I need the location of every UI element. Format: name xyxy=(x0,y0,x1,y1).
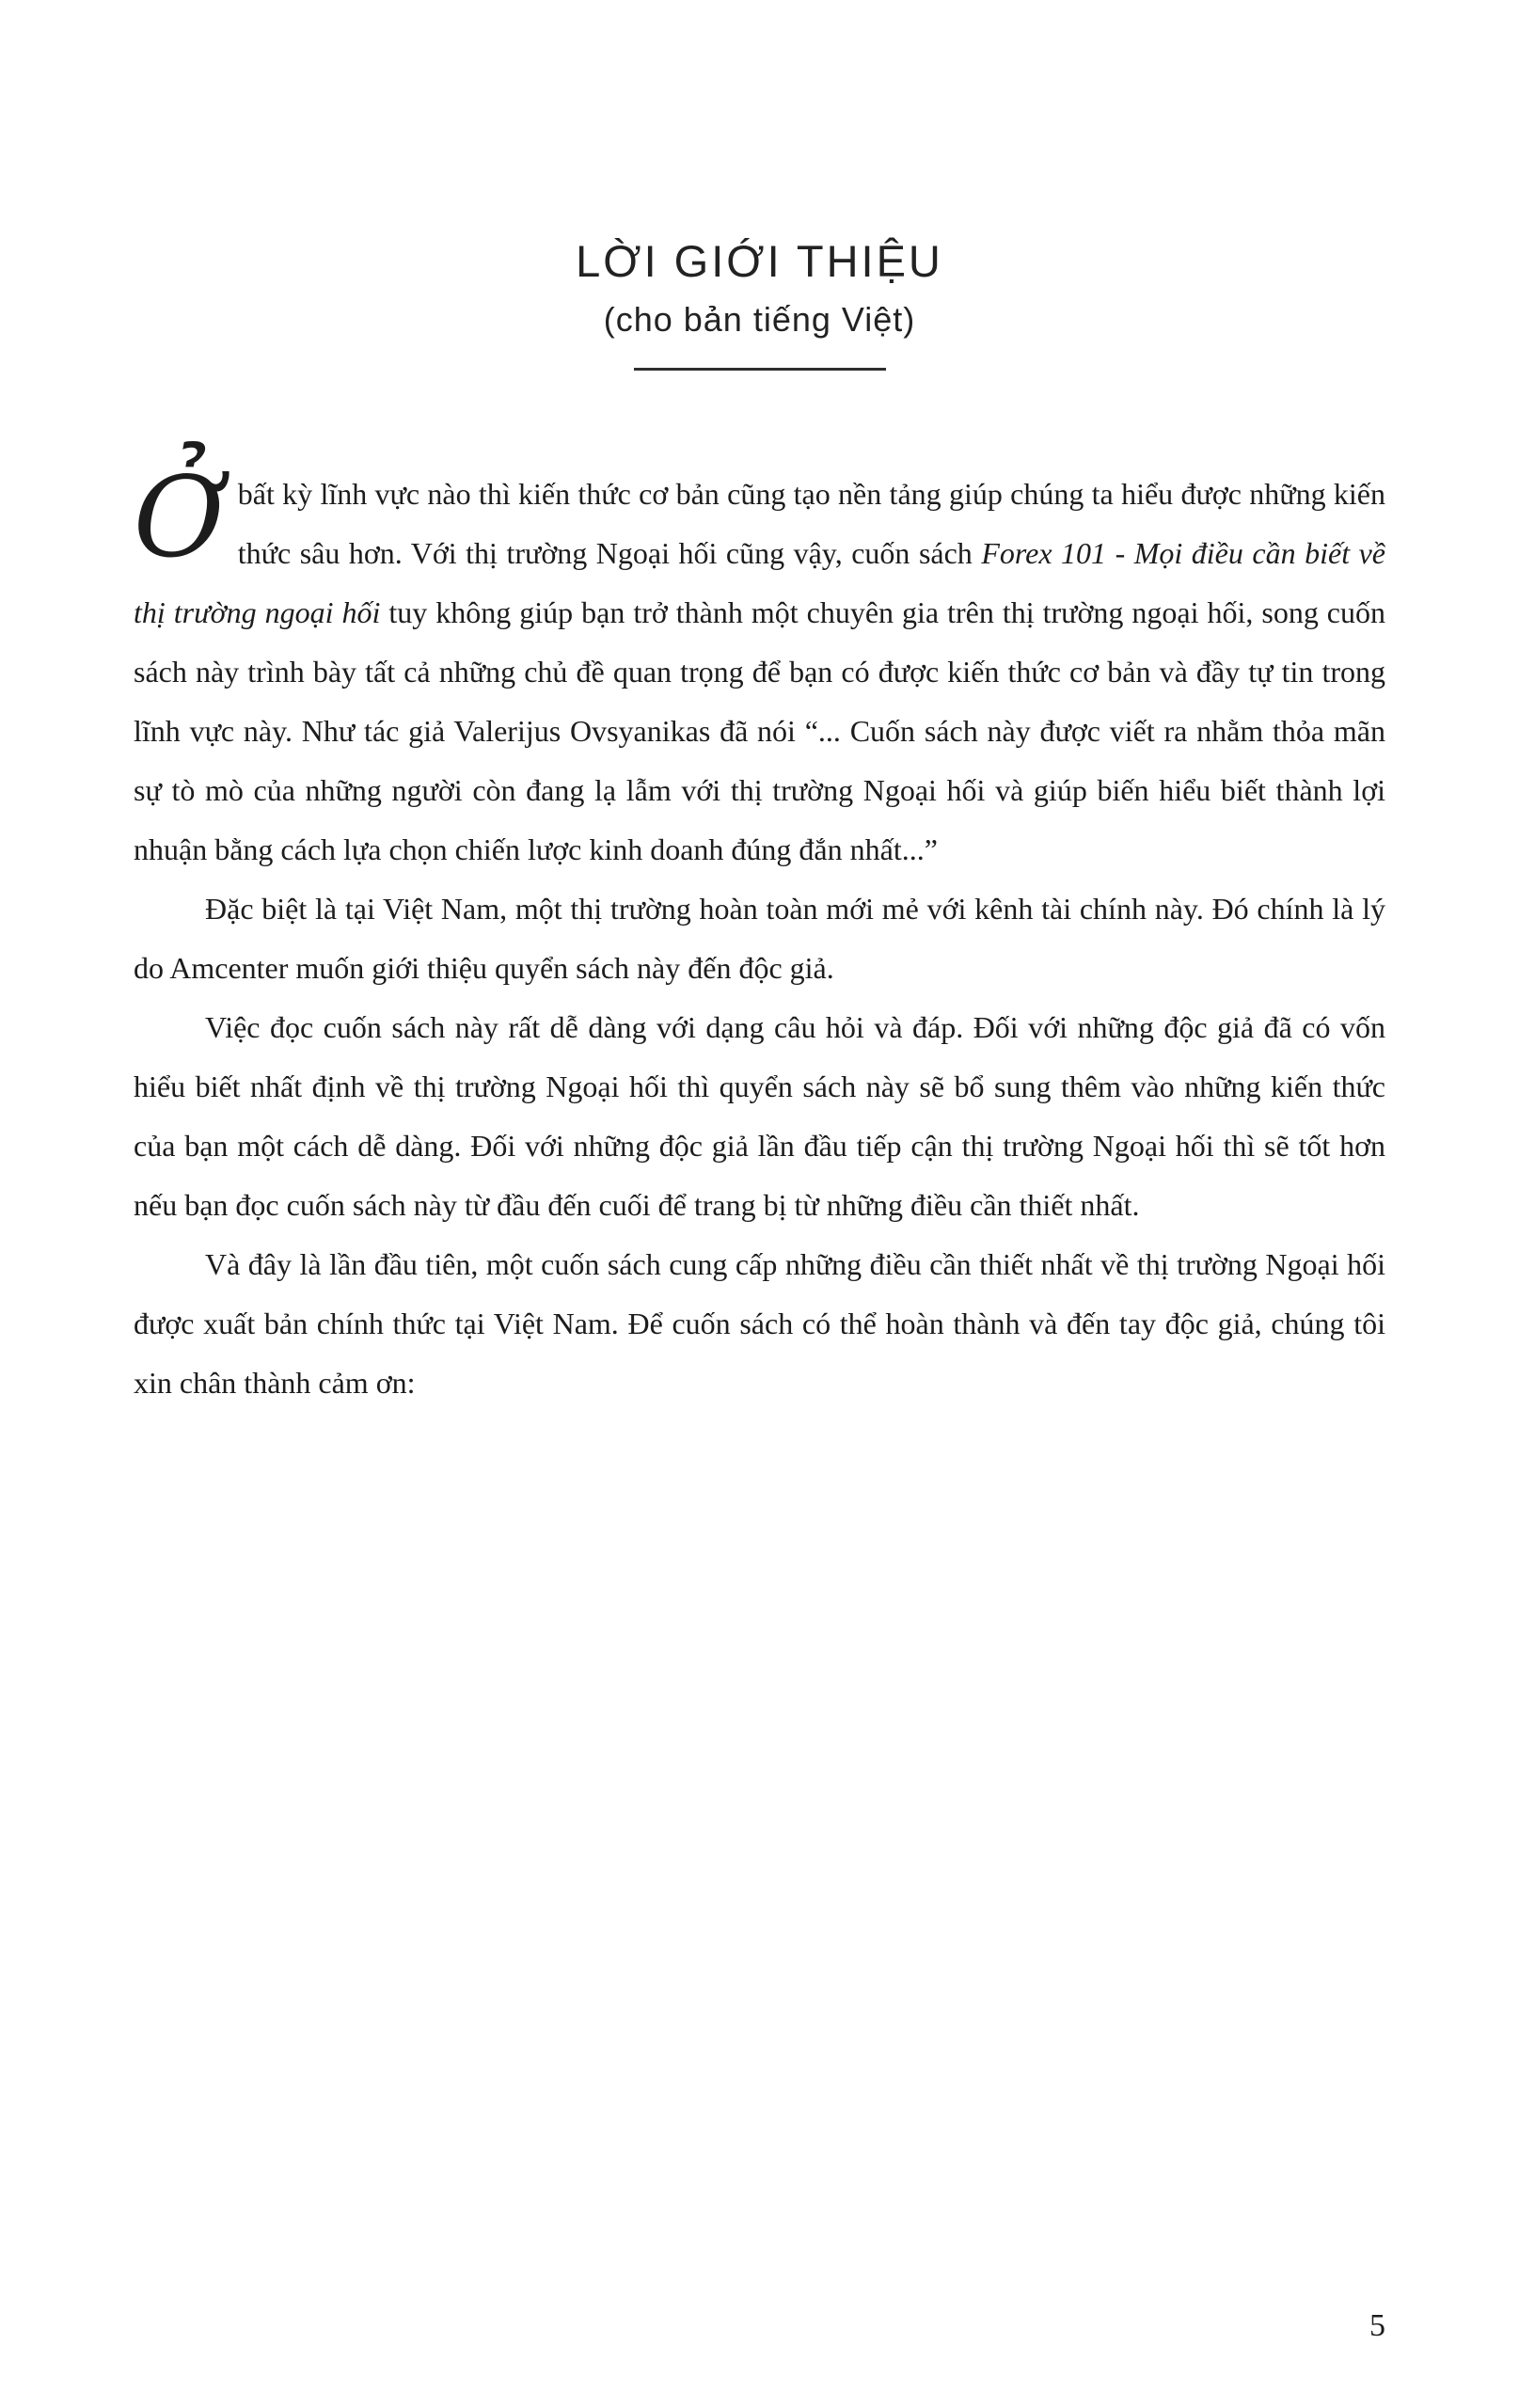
paragraph-thanks: Và đây là lần đầu tiên, một cuốn sách cung cấp những điều cần thiết nhất về thị trường Ngoại hối được xuất bản chính thức tại Việt Nam. Để cuốn sách có thể hoàn thành và đến tay độc giả, chúng tôi xin chân thành cảm ơn: xyxy=(134,1247,1385,1401)
page-heading xyxy=(0,0,1519,371)
page-number: 5 xyxy=(1369,2308,1385,2343)
paragraph-intro-text: bất kỳ lĩnh vực nào thì kiến thức cơ bản cũng tạo nền tảng giúp chúng ta hiểu được những kiến thức sâu hơn. Với thị trường Ngoại hối cũng vậy, cuốn sách xyxy=(237,477,1385,571)
page-subtitle: (cho bản tiếng Việt) xyxy=(603,299,916,339)
book-title-italic: Forex 101 - Mọi điều cần biết về thị trường ngoại hối xyxy=(134,536,1386,630)
dropcap-letter: Ở xyxy=(134,452,225,583)
paragraph-vietnam: Đặc biệt là tại Việt Nam, một thị trường hoàn toàn mới mẻ với kênh tài chính này. Đó chính là lý do Amcenter muốn giới thiệu quyển sách này đến độc giả. xyxy=(134,892,1385,986)
paragraph-reading-guide: Việc đọc cuốn sách này rất dễ dàng với dạng câu hỏi và đáp. Đối với những độc giả đã có vốn hiểu biết nhất định về thị trường Ngoại hối thì quyển sách này sẽ bổ sung thêm vào những kiến thức của bạn một cách dễ dàng. Đối với những độc giả lần đầu tiếp cận thị trường Ngoại hối thì sẽ tốt hơn nếu bạn đọc cuốn sách này từ đầu đến cuối để trang bị từ những điều cần thiết nhất. xyxy=(134,1010,1385,1223)
title-underline xyxy=(634,368,886,371)
page-title: LỜI GIỚI THIỆU xyxy=(576,236,943,286)
paragraph-intro-continued: tuy không giúp bạn trở thành một chuyên gia trên thị trường ngoại hối, song cuốn sách này trình bày tất cả những chủ đề quan trọng để bạn có được kiến thức cơ bản và đầy tự tin trong lĩnh vực này. Như tác giả Valerijus Ovsyanikas đã nói “... Cuốn sách này được viết ra nhằm thỏa mãn sự tò mò của những người còn đang lạ lẫm với thị trường Ngoại hối và giúp biến hiểu biết thành lợi nhuận bằng cách lựa chọn chiến lược kinh doanh đúng đắn nhất...” xyxy=(134,595,1386,867)
paragraph-intro xyxy=(134,452,1386,879)
page-body xyxy=(134,452,1386,1413)
